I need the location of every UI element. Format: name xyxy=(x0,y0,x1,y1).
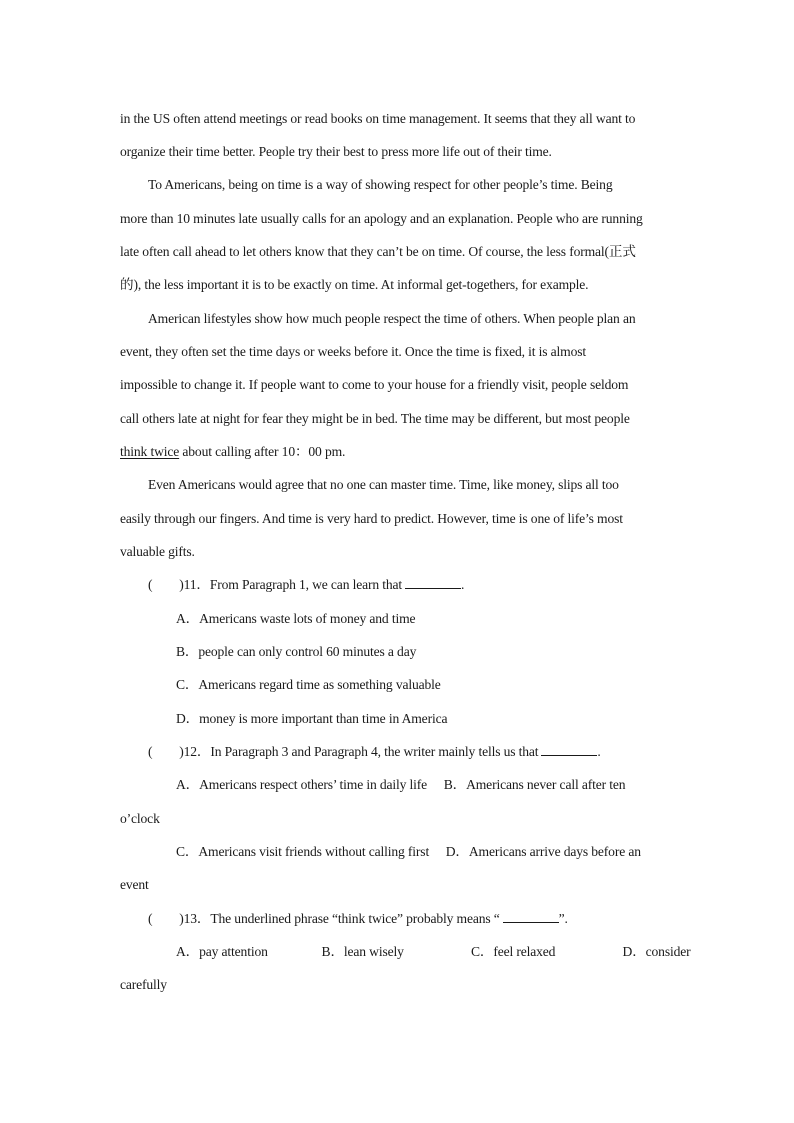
passage-line xyxy=(120,443,345,461)
options: A．pay attention B．lean wisely C．feel relaxed D．consider xyxy=(176,944,691,959)
passage-line: American lifestyles show how much people respect the time of others. When people plan an xyxy=(148,311,636,326)
option-c: C．Americans regard time as something valuable xyxy=(176,677,441,692)
passage-line: event, they often set the time days or weeks before it. Once the time is fixed, it is almost xyxy=(120,344,587,359)
answer-blank[interactable] xyxy=(503,910,559,923)
passage-line: 的), the less important it is to be exactly on time. At informal get-togethers, for example. xyxy=(120,277,589,292)
question-stem xyxy=(148,743,601,761)
answer-blank[interactable] xyxy=(541,743,597,756)
options-cd: C．Americans visit friends without calling first D．Americans arrive days before an xyxy=(176,844,641,859)
question-end: . xyxy=(597,744,601,759)
options-ab: A．Americans respect others’ time in daily life B．Americans never call after ten xyxy=(176,777,626,792)
options-ab-wrap: o’clock xyxy=(120,811,160,826)
passage-line: valuable gifts. xyxy=(120,544,195,559)
passage-line: Even Americans would agree that no one can master time. Time, like money, slips all too xyxy=(148,477,619,492)
passage-line: call others late at night for fear they might be in bed. The time may be different, but most people xyxy=(120,411,630,426)
option-a: A．Americans waste lots of money and time xyxy=(176,611,416,626)
passage-line: impossible to change it. If people want to come to your house for a friendly visit, people seldom xyxy=(120,377,629,392)
underlined-phrase: think twice xyxy=(120,444,180,459)
passage-line: late often call ahead to let others know that they can’t be on time. Of course, the less formal(正式 xyxy=(120,244,636,259)
answer-blank[interactable] xyxy=(405,576,461,589)
passage-line: organize their time better. People try their best to press more life out of their time. xyxy=(120,144,552,159)
option-d: D．money is more important than time in America xyxy=(176,711,448,726)
question-text: ( )13．The underlined phrase “think twice” probably means “ xyxy=(148,911,500,926)
passage-text: about calling after 10：00 pm. xyxy=(179,444,346,459)
option-b: B．people can only control 60 minutes a day xyxy=(176,644,417,659)
question-end: . xyxy=(461,577,465,592)
question-text: ( )11．From Paragraph 1, we can learn that xyxy=(148,577,403,592)
passage-line: more than 10 minutes late usually calls for an apology and an explanation. People who are running xyxy=(120,211,643,226)
question-text: ( )12．In Paragraph 3 and Paragraph 4, the writer mainly tells us that xyxy=(148,744,539,759)
passage-line: easily through our fingers. And time is very hard to predict. However, time is one of life’s most xyxy=(120,511,623,526)
options-cd-wrap: event xyxy=(120,877,149,892)
question-end: ”. xyxy=(558,911,568,926)
question-stem xyxy=(148,576,464,594)
passage-line: in the US often attend meetings or read books on time management. It seems that they all want to xyxy=(120,111,636,126)
question-stem xyxy=(148,910,568,928)
passage-line: To Americans, being on time is a way of showing respect for other people’s time. Being xyxy=(148,177,613,192)
options-wrap: carefully xyxy=(120,977,167,992)
